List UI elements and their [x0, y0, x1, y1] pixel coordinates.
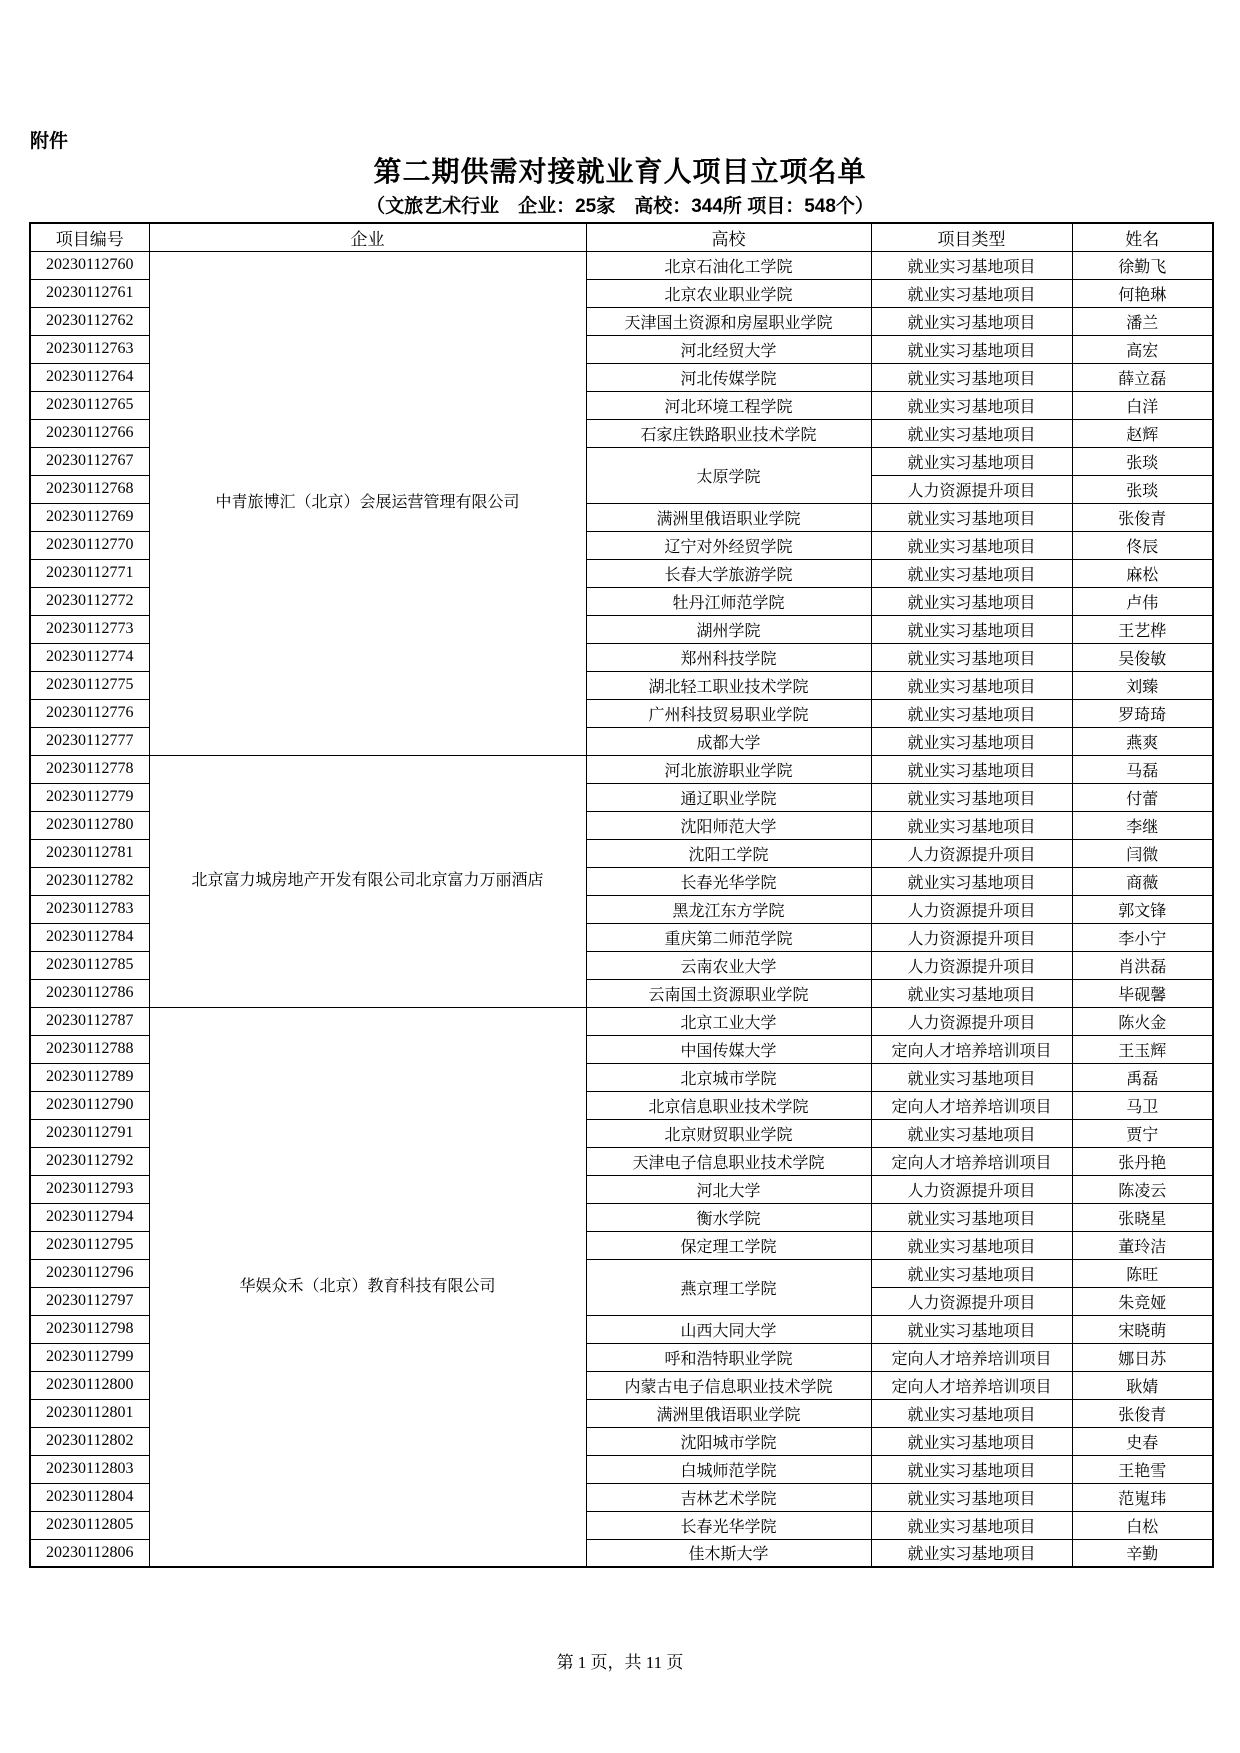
- project-type-cell: 定向人才培养培训项目: [871, 1091, 1072, 1119]
- project-id-cell: 20230112795: [30, 1231, 149, 1259]
- school-cell: 北京工业大学: [586, 1007, 871, 1035]
- person-name-cell: 郭文锋: [1072, 895, 1213, 923]
- project-id-cell: 20230112802: [30, 1427, 149, 1455]
- school-cell: 河北经贸大学: [586, 335, 871, 363]
- project-id-cell: 20230112779: [30, 783, 149, 811]
- project-type-cell: 人力资源提升项目: [871, 1175, 1072, 1203]
- school-cell: 沈阳城市学院: [586, 1427, 871, 1455]
- person-name-cell: 薛立磊: [1072, 363, 1213, 391]
- project-type-cell: 就业实习基地项目: [871, 1315, 1072, 1343]
- project-type-cell: 就业实习基地项目: [871, 587, 1072, 615]
- school-cell: 郑州科技学院: [586, 643, 871, 671]
- project-id-cell: 20230112768: [30, 475, 149, 503]
- project-id-cell: 20230112770: [30, 531, 149, 559]
- project-id-cell: 20230112782: [30, 867, 149, 895]
- project-id-cell: 20230112764: [30, 363, 149, 391]
- school-cell: 北京城市学院: [586, 1063, 871, 1091]
- person-name-cell: 董玲洁: [1072, 1231, 1213, 1259]
- school-cell: 北京石油化工学院: [586, 251, 871, 279]
- school-cell: 北京农业职业学院: [586, 279, 871, 307]
- project-id-cell: 20230112769: [30, 503, 149, 531]
- school-cell: 河北大学: [586, 1175, 871, 1203]
- person-name-cell: 李小宁: [1072, 923, 1213, 951]
- project-type-cell: 定向人才培养培训项目: [871, 1343, 1072, 1371]
- person-name-cell: 高宏: [1072, 335, 1213, 363]
- project-type-cell: 人力资源提升项目: [871, 923, 1072, 951]
- person-name-cell: 白洋: [1072, 391, 1213, 419]
- project-type-cell: 就业实习基地项目: [871, 615, 1072, 643]
- person-name-cell: 辛勤: [1072, 1539, 1213, 1567]
- project-type-cell: 就业实习基地项目: [871, 1539, 1072, 1567]
- project-id-cell: 20230112781: [30, 839, 149, 867]
- school-cell: 衡水学院: [586, 1203, 871, 1231]
- school-cell: 通辽职业学院: [586, 783, 871, 811]
- person-name-cell: 宋晓萌: [1072, 1315, 1213, 1343]
- project-id-cell: 20230112783: [30, 895, 149, 923]
- school-cell: 河北环境工程学院: [586, 391, 871, 419]
- school-cell: 湖州学院: [586, 615, 871, 643]
- project-type-cell: 定向人才培养培训项目: [871, 1371, 1072, 1399]
- project-id-cell: 20230112798: [30, 1315, 149, 1343]
- project-type-cell: 就业实习基地项目: [871, 1399, 1072, 1427]
- project-type-cell: 就业实习基地项目: [871, 419, 1072, 447]
- project-id-cell: 20230112787: [30, 1007, 149, 1035]
- company-cell: 中青旅博汇（北京）会展运营管理有限公司: [149, 251, 586, 755]
- project-id-cell: 20230112789: [30, 1063, 149, 1091]
- project-id-cell: 20230112777: [30, 727, 149, 755]
- person-name-cell: 燕爽: [1072, 727, 1213, 755]
- person-name-cell: 王艳雪: [1072, 1455, 1213, 1483]
- person-name-cell: 娜日苏: [1072, 1343, 1213, 1371]
- column-header-name: 姓名: [1072, 223, 1213, 251]
- project-type-cell: 人力资源提升项目: [871, 475, 1072, 503]
- project-type-cell: 就业实习基地项目: [871, 755, 1072, 783]
- school-cell: 内蒙古电子信息职业技术学院: [586, 1371, 871, 1399]
- project-id-cell: 20230112767: [30, 447, 149, 475]
- project-type-cell: 人力资源提升项目: [871, 951, 1072, 979]
- person-name-cell: 闫微: [1072, 839, 1213, 867]
- person-name-cell: 付蕾: [1072, 783, 1213, 811]
- table-row: [30, 755, 1213, 783]
- project-type-cell: 定向人才培养培训项目: [871, 1147, 1072, 1175]
- school-cell: 天津国土资源和房屋职业学院: [586, 307, 871, 335]
- project-type-cell: 定向人才培养培训项目: [871, 1035, 1072, 1063]
- project-type-cell: 就业实习基地项目: [871, 503, 1072, 531]
- school-cell: 呼和浩特职业学院: [586, 1343, 871, 1371]
- project-id-cell: 20230112766: [30, 419, 149, 447]
- person-name-cell: 陈凌云: [1072, 1175, 1213, 1203]
- project-type-cell: 就业实习基地项目: [871, 1483, 1072, 1511]
- school-cell: 石家庄铁路职业技术学院: [586, 419, 871, 447]
- person-name-cell: 潘兰: [1072, 307, 1213, 335]
- school-cell: 白城师范学院: [586, 1455, 871, 1483]
- project-type-cell: 就业实习基地项目: [871, 1427, 1072, 1455]
- school-cell: 牡丹江师范学院: [586, 587, 871, 615]
- school-cell: 成都大学: [586, 727, 871, 755]
- school-cell: 山西大同大学: [586, 1315, 871, 1343]
- project-type-cell: 就业实习基地项目: [871, 727, 1072, 755]
- project-id-cell: 20230112799: [30, 1343, 149, 1371]
- project-id-cell: 20230112797: [30, 1287, 149, 1315]
- person-name-cell: 张琰: [1072, 475, 1213, 503]
- project-type-cell: 就业实习基地项目: [871, 1063, 1072, 1091]
- project-type-cell: 就业实习基地项目: [871, 1231, 1072, 1259]
- project-roster-table: [29, 222, 1214, 1568]
- project-id-cell: 20230112805: [30, 1511, 149, 1539]
- school-cell: 满洲里俄语职业学院: [586, 503, 871, 531]
- project-id-cell: 20230112784: [30, 923, 149, 951]
- project-id-cell: 20230112803: [30, 1455, 149, 1483]
- school-cell: 中国传媒大学: [586, 1035, 871, 1063]
- project-type-cell: 就业实习基地项目: [871, 251, 1072, 279]
- project-id-cell: 20230112792: [30, 1147, 149, 1175]
- project-type-cell: 就业实习基地项目: [871, 391, 1072, 419]
- project-type-cell: 就业实习基地项目: [871, 335, 1072, 363]
- person-name-cell: 马磊: [1072, 755, 1213, 783]
- school-cell: 广州科技贸易职业学院: [586, 699, 871, 727]
- project-id-cell: 20230112762: [30, 307, 149, 335]
- school-cell: 长春大学旅游学院: [586, 559, 871, 587]
- school-cell: 长春光华学院: [586, 1511, 871, 1539]
- project-type-cell: 人力资源提升项目: [871, 839, 1072, 867]
- column-header-school: 高校: [586, 223, 871, 251]
- person-name-cell: 禹磊: [1072, 1063, 1213, 1091]
- person-name-cell: 赵辉: [1072, 419, 1213, 447]
- project-type-cell: 就业实习基地项目: [871, 531, 1072, 559]
- project-type-cell: 就业实习基地项目: [871, 447, 1072, 475]
- school-cell: 黑龙江东方学院: [586, 895, 871, 923]
- table-row: [30, 1007, 1213, 1035]
- person-name-cell: 陈火金: [1072, 1007, 1213, 1035]
- person-name-cell: 张俊青: [1072, 503, 1213, 531]
- project-type-cell: 人力资源提升项目: [871, 1007, 1072, 1035]
- school-cell: 重庆第二师范学院: [586, 923, 871, 951]
- project-id-cell: 20230112780: [30, 811, 149, 839]
- project-type-cell: 就业实习基地项目: [871, 671, 1072, 699]
- school-cell: 湖北轻工职业技术学院: [586, 671, 871, 699]
- person-name-cell: 卢伟: [1072, 587, 1213, 615]
- project-type-cell: 就业实习基地项目: [871, 1455, 1072, 1483]
- person-name-cell: 张丹艳: [1072, 1147, 1213, 1175]
- project-id-cell: 20230112791: [30, 1119, 149, 1147]
- project-type-cell: 就业实习基地项目: [871, 363, 1072, 391]
- project-id-cell: 20230112785: [30, 951, 149, 979]
- project-type-cell: 就业实习基地项目: [871, 307, 1072, 335]
- person-name-cell: 陈旺: [1072, 1259, 1213, 1287]
- project-id-cell: 20230112776: [30, 699, 149, 727]
- school-cell: 沈阳工学院: [586, 839, 871, 867]
- project-id-cell: 20230112788: [30, 1035, 149, 1063]
- person-name-cell: 肖洪磊: [1072, 951, 1213, 979]
- person-name-cell: 范嵬玮: [1072, 1483, 1213, 1511]
- school-cell: 天津电子信息职业技术学院: [586, 1147, 871, 1175]
- person-name-cell: 徐勤飞: [1072, 251, 1213, 279]
- person-name-cell: 商薇: [1072, 867, 1213, 895]
- project-type-cell: 就业实习基地项目: [871, 867, 1072, 895]
- project-id-cell: 20230112790: [30, 1091, 149, 1119]
- project-id-cell: 20230112772: [30, 587, 149, 615]
- person-name-cell: 史春: [1072, 1427, 1213, 1455]
- project-id-cell: 20230112775: [30, 671, 149, 699]
- project-type-cell: 就业实习基地项目: [871, 1119, 1072, 1147]
- project-type-cell: 就业实习基地项目: [871, 1259, 1072, 1287]
- person-name-cell: 王艺桦: [1072, 615, 1213, 643]
- project-id-cell: 20230112800: [30, 1371, 149, 1399]
- project-id-cell: 20230112760: [30, 251, 149, 279]
- page-subtitle: （文旅艺术行业 企业：25家 高校：344所 项目：548个）: [366, 196, 874, 217]
- project-id-cell: 20230112771: [30, 559, 149, 587]
- school-cell: 佳木斯大学: [586, 1539, 871, 1567]
- project-id-cell: 20230112763: [30, 335, 149, 363]
- project-id-cell: 20230112793: [30, 1175, 149, 1203]
- company-cell: 华娱众禾（北京）教育科技有限公司: [149, 1007, 586, 1567]
- column-header-project-type: 项目类型: [871, 223, 1072, 251]
- person-name-cell: 麻松: [1072, 559, 1213, 587]
- project-type-cell: 就业实习基地项目: [871, 783, 1072, 811]
- school-cell: 太原学院: [586, 447, 871, 503]
- school-cell: 云南国土资源职业学院: [586, 979, 871, 1007]
- person-name-cell: 毕砚馨: [1072, 979, 1213, 1007]
- person-name-cell: 吴俊敏: [1072, 643, 1213, 671]
- person-name-cell: 贾宁: [1072, 1119, 1213, 1147]
- project-id-cell: 20230112774: [30, 643, 149, 671]
- person-name-cell: 张琰: [1072, 447, 1213, 475]
- person-name-cell: 耿婧: [1072, 1371, 1213, 1399]
- person-name-cell: 李继: [1072, 811, 1213, 839]
- person-name-cell: 佟辰: [1072, 531, 1213, 559]
- school-cell: 辽宁对外经贸学院: [586, 531, 871, 559]
- project-type-cell: 就业实习基地项目: [871, 1203, 1072, 1231]
- project-id-cell: 20230112794: [30, 1203, 149, 1231]
- project-type-cell: 人力资源提升项目: [871, 895, 1072, 923]
- project-type-cell: 就业实习基地项目: [871, 643, 1072, 671]
- project-id-cell: 20230112761: [30, 279, 149, 307]
- school-cell: 云南农业大学: [586, 951, 871, 979]
- school-cell: 长春光华学院: [586, 867, 871, 895]
- page-title: 第二期供需对接就业育人项目立项名单: [373, 156, 867, 187]
- project-id-cell: 20230112806: [30, 1539, 149, 1567]
- school-cell: 河北传媒学院: [586, 363, 871, 391]
- school-cell: 保定理工学院: [586, 1231, 871, 1259]
- column-header-company: 企业: [149, 223, 586, 251]
- school-cell: 北京财贸职业学院: [586, 1119, 871, 1147]
- project-type-cell: 就业实习基地项目: [871, 811, 1072, 839]
- project-id-cell: 20230112801: [30, 1399, 149, 1427]
- project-id-cell: 20230112778: [30, 755, 149, 783]
- company-cell: 北京富力城房地产开发有限公司北京富力万丽酒店: [149, 755, 586, 1007]
- person-name-cell: 张晓星: [1072, 1203, 1213, 1231]
- project-type-cell: 就业实习基地项目: [871, 559, 1072, 587]
- table-header-row: [30, 223, 1213, 251]
- person-name-cell: 张俊青: [1072, 1399, 1213, 1427]
- project-id-cell: 20230112796: [30, 1259, 149, 1287]
- project-id-cell: 20230112765: [30, 391, 149, 419]
- project-type-cell: 就业实习基地项目: [871, 279, 1072, 307]
- person-name-cell: 朱竞娅: [1072, 1287, 1213, 1315]
- person-name-cell: 罗琦琦: [1072, 699, 1213, 727]
- person-name-cell: 马卫: [1072, 1091, 1213, 1119]
- table-row: [30, 251, 1213, 279]
- school-cell: 燕京理工学院: [586, 1259, 871, 1315]
- person-name-cell: 何艳琳: [1072, 279, 1213, 307]
- page-number-footer: 第 1 页，共 11 页: [556, 1653, 684, 1672]
- column-header-project-id: 项目编号: [30, 223, 149, 251]
- project-type-cell: 就业实习基地项目: [871, 1511, 1072, 1539]
- person-name-cell: 王玉辉: [1072, 1035, 1213, 1063]
- school-cell: 沈阳师范大学: [586, 811, 871, 839]
- school-cell: 河北旅游职业学院: [586, 755, 871, 783]
- project-id-cell: 20230112773: [30, 615, 149, 643]
- project-id-cell: 20230112804: [30, 1483, 149, 1511]
- school-cell: 北京信息职业技术学院: [586, 1091, 871, 1119]
- project-type-cell: 人力资源提升项目: [871, 1287, 1072, 1315]
- school-cell: 满洲里俄语职业学院: [586, 1399, 871, 1427]
- project-type-cell: 就业实习基地项目: [871, 699, 1072, 727]
- project-id-cell: 20230112786: [30, 979, 149, 1007]
- school-cell: 吉林艺术学院: [586, 1483, 871, 1511]
- attachment-label: 附件: [30, 131, 69, 152]
- project-type-cell: 就业实习基地项目: [871, 979, 1072, 1007]
- person-name-cell: 白松: [1072, 1511, 1213, 1539]
- person-name-cell: 刘臻: [1072, 671, 1213, 699]
